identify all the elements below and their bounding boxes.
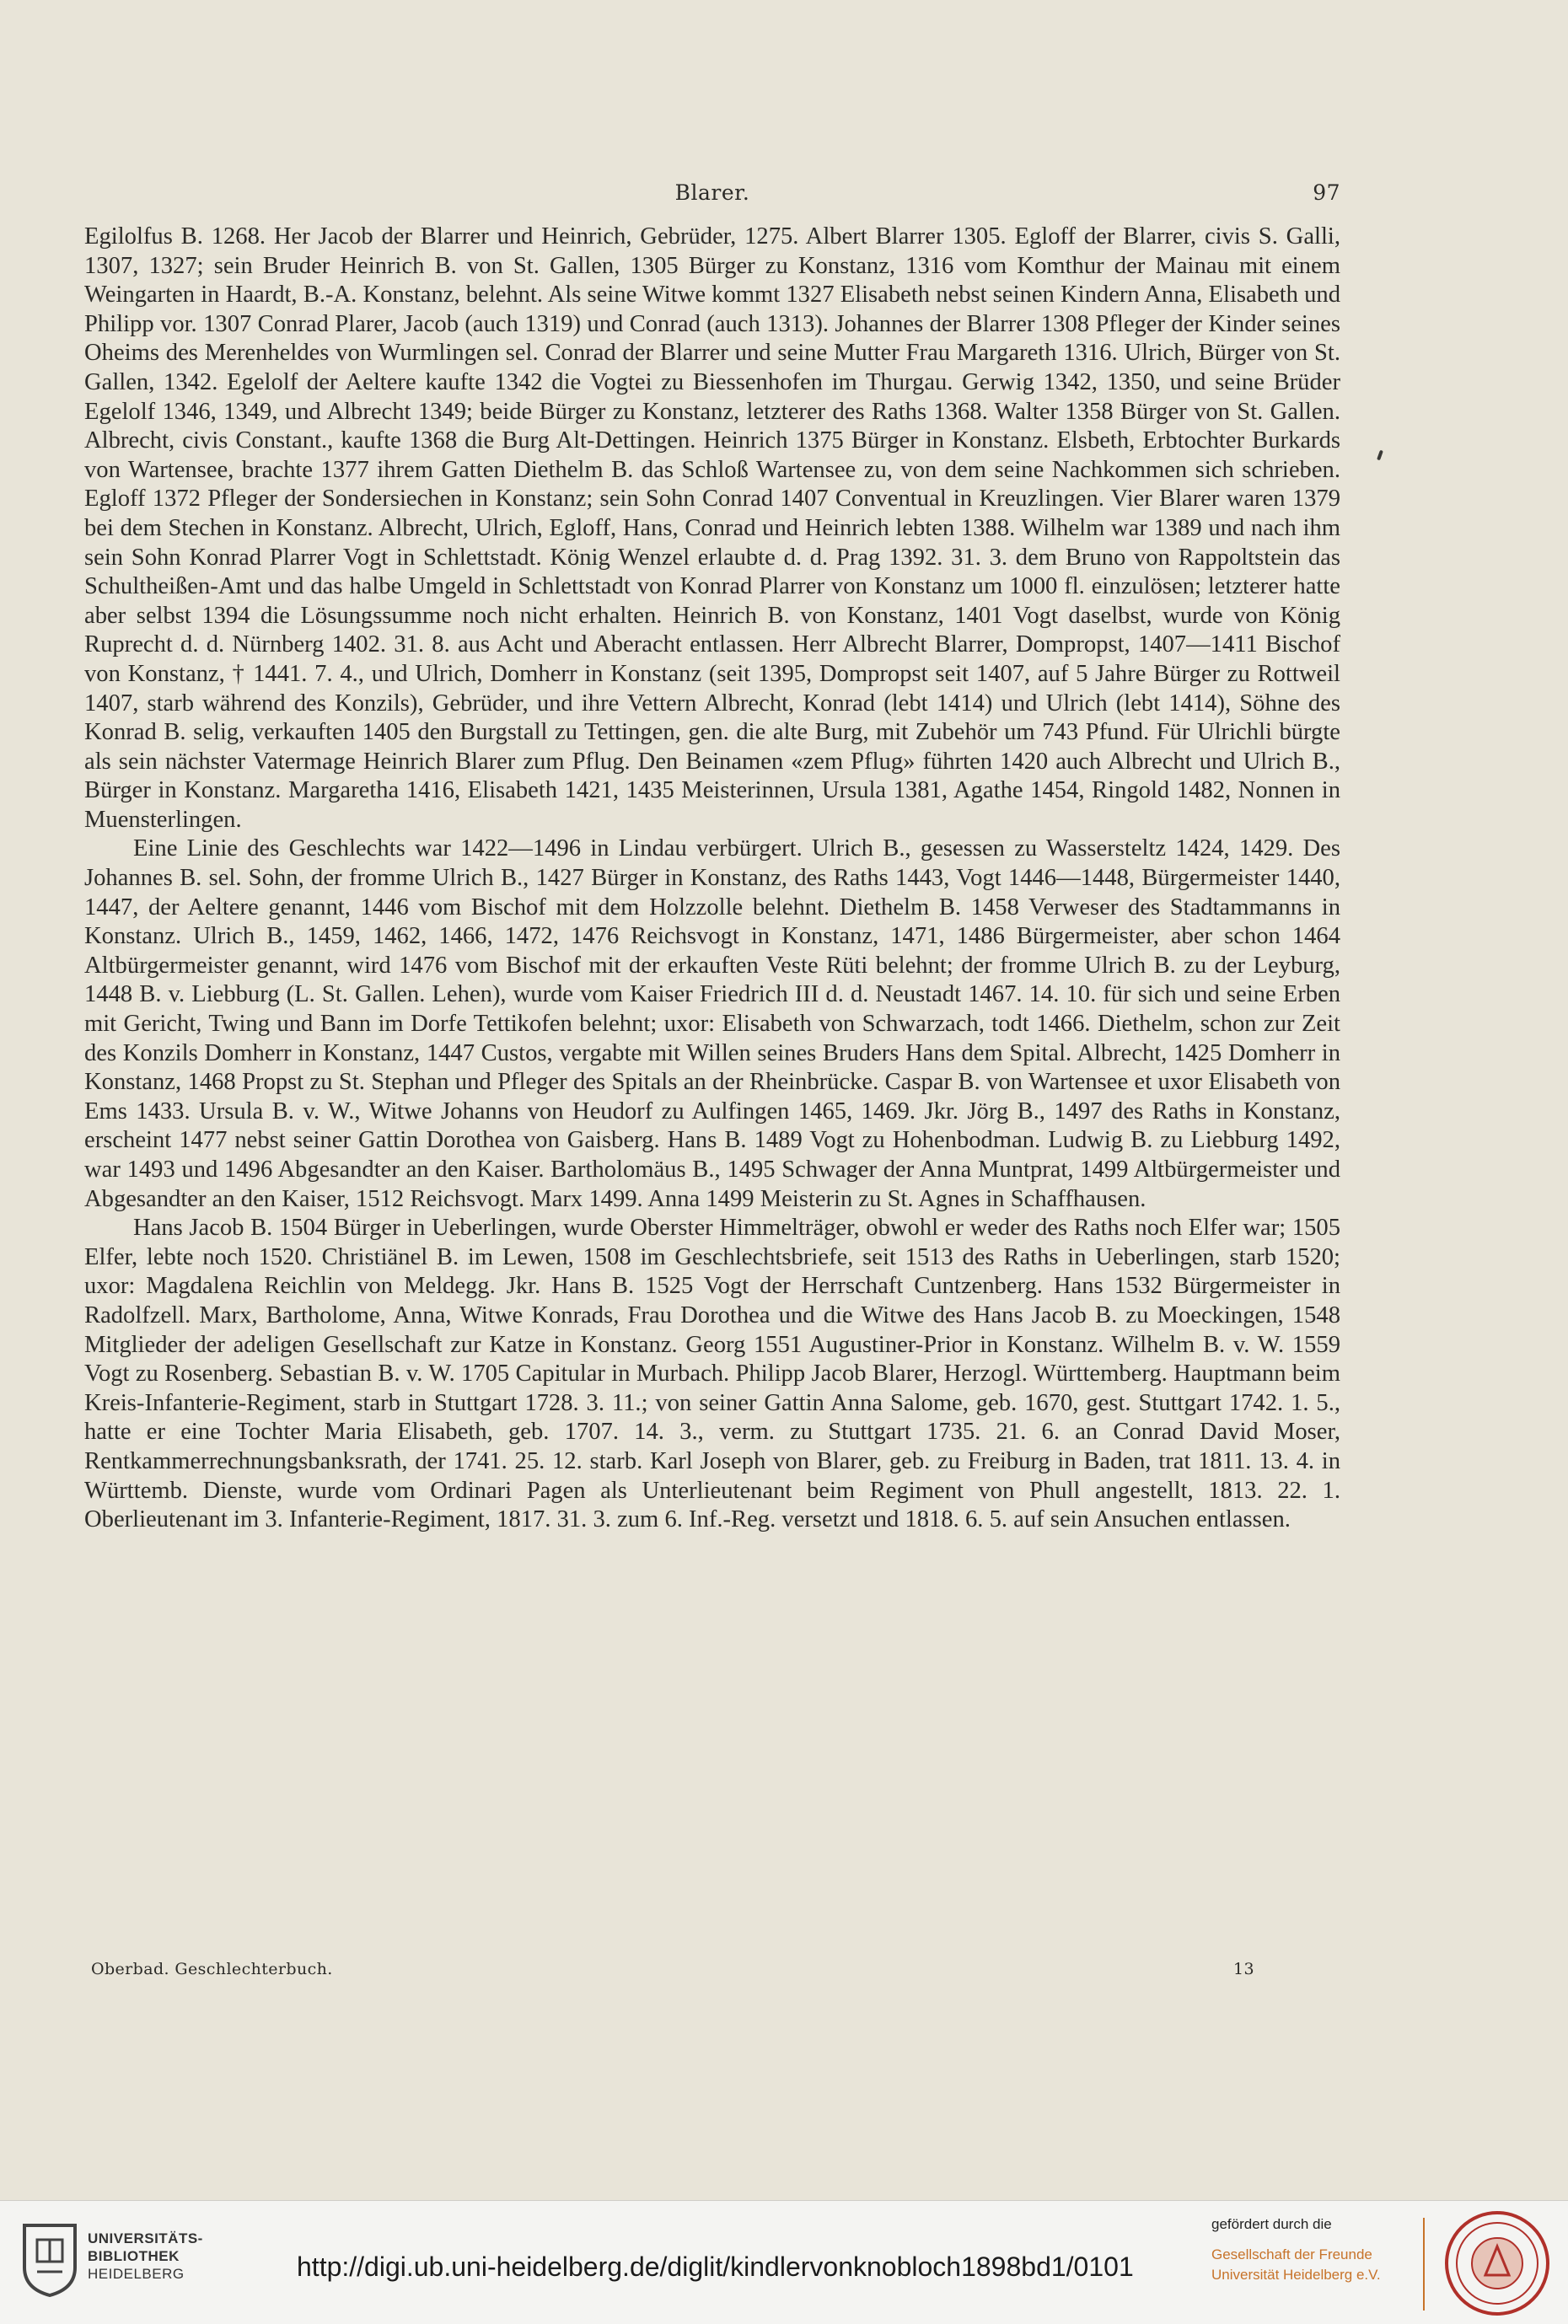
margin-mark [1377,450,1383,461]
paragraph-3: Hans Jacob B. 1504 Bürger in Ueberlingen, wurde Oberster Himmelträger, obwohl er weder des Raths noch Elfer war; 1505 Elfer, lebte noch 1520. Christiänel B. im Lewen, 1508 im Geschlechtsbriefe, seit 1513 des Raths in Ueberlingen, starb 1520; uxor: Magdalena Reichlin von Meldegg. Jkr. Hans B. 1525 Vogt der Herrschaft Cuntzenberg. Hans 1532 Bürgermeister in Radolfzell. Marx, Bartholome, Anna, Witwe Konrads, Frau Dorothea und die Witwe des Hans Jacob B. zu Moeckingen, 1548 Mitglieder der adeligen Gesellschaft zur Katze in Konstanz. Georg 1551 Augustiner-Prior in Konstanz. Wilhelm B. v. W. 1559 Vogt zu Rosenberg. Sebastian B. v. W. 1705 Capitular in Murbach. Philipp Jacob Blarer, Herzogl. Württemberg. Hauptmann beim Kreis-Infanterie-Regiment, starb in Stuttgart 1728. 3. 11.; von seiner Gattin Anna Salome, geb. 1670, gest. Stuttgart 1742. 1. 5., hatte er eine Tochter Maria Elisabeth, geb. 1707. 14. 3., verm. zu Stuttgart 1735. 21. 6. an Conrad David Moser, Rentkammerrechnungsbanksrath, der 1741. 25. 12. starb. Karl Joseph von Blarer, geb. zu Freiburg in Baden, trat 1811. 13. 4. in Württemb. Dienste, wurde vom Ordinari Pagen als Unterlieutenant beim Regiment von Phull angestellt, 1813. 22. 1. Oberlieutenant im 3. Infanterie-Regiment, 1817. 31. 3. zum 6. Inf.-Reg. versetzt und 1818. 6. 5. auf sein Ansuchen entlassen. [84,1215,1340,1533]
running-head [84,180,1340,214]
footer-signature: Oberbad. Geschlechterbuch. [91,1960,333,1978]
library-name-line-2: BIBLIOTHEK [88,2248,180,2264]
sponsor-label: gefördert durch die [1211,2216,1332,2232]
sponsor-name-line-1: Gesellschaft der Freunde [1211,2246,1372,2262]
page-footer [91,1960,1254,1985]
library-name [88,2230,203,2283]
footer-sheet-number: 13 [1233,1960,1254,1978]
running-head-title: Blarer. [674,180,750,205]
document-url-link[interactable]: http://digi.ub.uni-heidelberg.de/diglit/kindlervonknobloch1898bd1/0101 [297,2252,1134,2282]
page-number: 97 [1313,180,1340,205]
library-banner [0,2200,1568,2324]
library-name-line-1: UNIVERSITÄTS- [88,2230,203,2246]
body-text [84,223,1340,1535]
library-name-line-3: HEIDELBERG [88,2266,185,2282]
sponsor-name [1211,2245,1381,2285]
university-seal-icon [20,2221,79,2297]
paragraph-2: Eine Linie des Geschlechts war 1422—1496 in Lindau verbürgert. Ulrich B., gesessen zu Wassersteltz 1424, 1429. Des Johannes B. sel. Sohn, der fromme Ulrich B., 1427 Bürger in Konstanz, des Raths 1443, Vogt 1446—1448, Bürgermeister 1440, 1447, der Aeltere genannt, 1446 vom Bischof mit dem Holzzolle belehnt. Diethelm B. 1458 Verweser des Stadtammanns in Konstanz. Ulrich B., 1459, 1462, 1466, 1472, 1476 Reichsvogt in Konstanz, 1471, 1486 Bürgermeister, aber schon 1464 Altbürgermeister genannt, wird 1476 vom Bischof mit der erkauften Veste Rüti belehnt; der fromme Ulrich B. zu der Leyburg, 1448 B. v. Liebburg (L. St. Gallen. Lehen), wurde vom Kaiser Friedrich III d. d. Neustadt 1467. 14. 10. für sich und seine Erben mit Gericht, Twing und Bann im Dorfe Tettikofen belehnt; uxor: Elisabeth von Schwarzach, todt 1466. Diethelm, schon zur Zeit des Konzils Domherr in Konstanz, 1447 Custos, vergabte mit Willen seines Bruders Hans dem Spital. Albrecht, 1425 Domherr in Konstanz, 1468 Propst zu St. Stephan und Pfleger des Spitals an der Rheinbrücke. Caspar B. von Wartensee et uxor Elisabeth von Ems 1433. Ursula B. v. W., Witwe Johanns von Heudorf zu Aulfingen 1465, 1469. Jkr. Jörg B., 1497 des Raths in Konstanz, erscheint 1477 nebst seiner Gattin Dorothea von Gaisberg. Hans B. 1489 Vogt zu Hohenbodman. Ludwig B. zu Liebburg 1492, war 1493 und 1496 Abgesandter an den Kaiser. Bartholomäus B., 1495 Schwager der Anna Muntprat, 1499 Altbürgermeister und Abgesandter an den Kaiser, 1512 Reichsvogt. Marx 1499. Anna 1499 Meisterin zu St. Agnes in Schaffhausen. [84,835,1340,1212]
sponsor-divider [1423,2218,1425,2311]
paragraph-1: Egilolfus B. 1268. Her Jacob der Blarrer und Heinrich, Gebrüder, 1275. Albert Blarrer 1305. Egloff der Blarrer, civis S. Galli, 1307, 1327; sein Bruder Heinrich B. von St. Gallen, 1305 Bürger zu Konstanz, 1316 vom Komthur der Mainau mit einem Weingarten in Haardt, B.-A. Konstanz, belehnt. Als seine Witwe kommt 1327 Elisabeth nebst seinen Kindern Anna, Elisabeth und Philipp vor. 1307 Conrad Plarer, Jacob (auch 1319) und Conrad (auch 1313). Johannes der Blarrer 1308 Pfleger der Kinder seines Oheims des Merenheldes von Wurmlingen sel. Conrad der Blarrer und seine Mutter Frau Margareth 1316. Ulrich, Bürger von St. Gallen, 1342. Egelolf der Aeltere kaufte 1342 die Vogtei zu Biessenhofen im Thurgau. Gerwig 1342, 1350, und seine Brüder Egelolf 1346, 1349, und Albrecht 1349; beide Bürger zu Konstanz, letzterer des Raths 1368. Walter 1358 Bürger von St. Gallen. Albrecht, civis Constant., kaufte 1368 die Burg Alt-Dettingen. Heinrich 1375 Bürger in Konstanz. Elsbeth, Erbtochter Burkards von Wartensee, brachte 1377 ihrem Gatten Diethelm B. das Schloß Wartensee zu, von dem seine Nachkommen sich schrieben. Egloff 1372 Pfleger der Sondersiechen in Konstanz; sein Sohn Conrad 1407 Conventual in Kreuzlingen. Vier Blarer waren 1379 bei dem Stechen in Konstanz. Albrecht, Ulrich, Egloff, Hans, Conrad und Heinrich lebten 1388. Wilhelm war 1389 und nach ihm sein Sohn Konrad Plarrer Vogt in Schlettstadt. König Wenzel erlaubte d. d. Prag 1392. 31. 3. dem Bruno von Rappoltstein das Schultheißen-Amt und das halbe Umgeld in Schlettstadt von Konrad Plarrer von Konstanz um 1000 fl. einzulösen; letzterer hatte aber selbst 1394 die Lösungssumme noch nicht erhalten. Heinrich B. von Konstanz, 1401 Vogt daselbst, wurde von König Ruprecht d. d. Nürnberg 1402. 31. 8. aus Acht und Aberacht entlassen. Herr Albrecht Blarrer, Dompropst, 1407—1411 Bischof von Konstanz, † 1441. 7. 4., und Ulrich, Domherr in Konstanz (seit 1395, Dompropst seit 1407, auf 5 Jahre Bürger zu Rottweil 1407, starb während des Konzils), Gebrüder, und ihre Vettern Albrecht, Konrad (lebt 1414) und Ulrich (lebt 1414), Söhne des Konrad B. selig, verkauften 1405 den Burgstall zu Tettingen, gen. die alte Burg, mit Zubehör um 743 Pfund. Für Ulrichli bürgte als sein nächster Vatermage Heinrich Blarer zum Pflug. Den Beinamen «zem Pflug» führten 1420 auch Albrecht und Ulrich B., Bürger in Konstanz. Margaretha 1416, Elisabeth 1421, 1435 Meisterinnen, Ursula 1381, Agathe 1454, Ringold 1482, Nonnen in Muensterlingen. [84,223,1340,833]
sponsor-seal-icon [1443,2209,1551,2317]
sponsor-name-line-2: Universität Heidelberg e.V. [1211,2267,1381,2283]
